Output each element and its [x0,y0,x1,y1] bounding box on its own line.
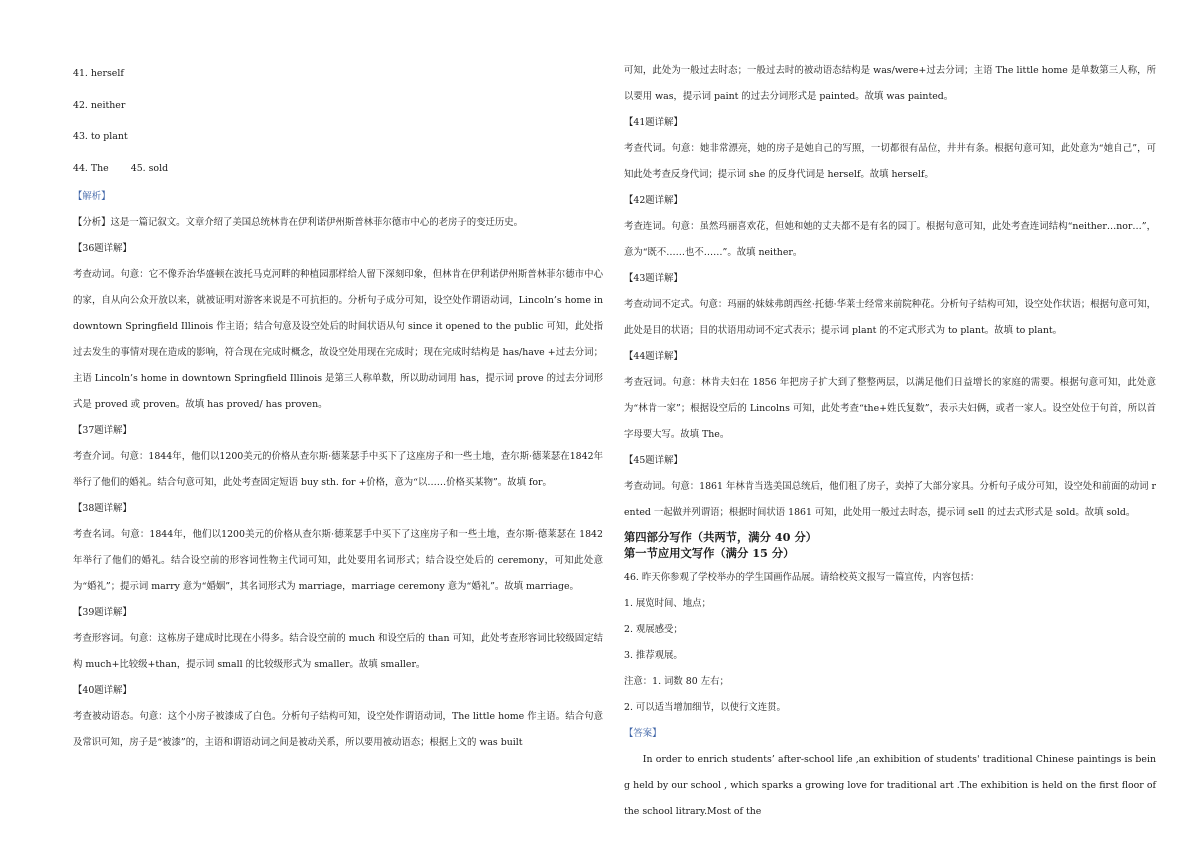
q45-heading: 【45题详解】 [624,455,683,466]
writing-section-header [624,526,1156,565]
requirement-1: 1. 展览时间、地点； [624,598,711,609]
q38-explanation: 考查名词。句意：1844年，他们以1200美元的价格从查尔斯·德莱瑟手中买下了这座房子和一些土地，查尔斯·德莱瑟在 1842 年举行了他们的婚礼。结合设空前的形容词性物主代词可知，此处要用名词形式；结合设空处后的 ceremony，可知此处意为“婚礼”；提示词 marry 意为“婚姻”，其名词形式为 marriage，marriage ceremony 意为“婚礼”。故填 marriage。 [73,529,603,592]
analysis-label: 【解析】 [73,191,111,202]
answer-44-45-row [73,153,603,185]
q44-heading: 【44题详解】 [624,351,683,362]
q38-heading: 【38题详解】 [73,503,132,514]
q42-heading: 【42题详解】 [624,195,683,206]
q44-explanation: 考查冠词。句意：林肯夫妇在 1856 年把房子扩大到了整整两层，以满足他们日益增长的家庭的需要。根据句意可知，此处意为“林肯一家”；根据设空后的 Lincolns 可知，此处考查“the+姓氏复数”，表示夫妇俩，或者一家人。设空处位于句首，所以首字母要大写。故填 The。 [624,377,1156,440]
q37-explanation: 考查介词。句意：1844年，他们以1200美元的价格从查尔斯·德莱瑟手中买下了这座房子和一些土地，查尔斯·德莱瑟在1842年举行了他们的婚礼。结合句意可知，此处考查固定短语 buy sth. for +价格，意为“以……价格买某物”。故填 for。 [73,451,603,488]
model-essay: In order to enrich students’ after-school life ,an exhibition of students' traditional Chinese paintings is being held by our school , which sparks a growing love for traditional art .The exhibition is held on the first floor of the school litrary.Most of the [624,754,1156,817]
q40-explanation: 考查被动语态。句意：这个小房子被漆成了白色。分析句子结构可知，设空处作谓语动词，The little home 作主语。结合句意及常识可知，房子是“被漆”的，主语和谓语动词之间是被动关系，所以要用被动语态；根据上文的 was built [73,711,603,748]
q39-explanation: 考查形容词。句意：这栋房子建成时比现在小得多。结合设空前的 much 和设空后的 than 可知，此处考查形容词比较级固定结构 much+比较级+than，提示词 small 的比较级形式为 smaller。故填 smaller。 [73,633,603,670]
requirement-3: 3. 推荐观展。 [624,650,683,661]
q40-explanation-continued: 可知，此处为一般过去时态；一般过去时的被动语态结构是 was/were+过去分词；主语 The little home 是单数第三人称，所以要用 was，提示词 paint 的过去分词形式是 painted。故填 was painted。 [624,65,1156,102]
q40-heading: 【40题详解】 [73,685,132,696]
answer-44: 44. The [73,162,109,174]
answer-43: 43. to plant [73,131,128,142]
q45-explanation: 考查动词。句意：1861 年林肯当选美国总统后，他们租了房子，卖掉了大部分家具。分析句子成分可知，设空处和前面的动词 rented 一起做并列谓语；根据时间状语 1861 可知，此处用一般过去时态，提示词 sell 的过去式形式是 sold。故填 sold。 [624,481,1156,518]
note-1: 注意：1. 词数 80 左右； [624,676,729,687]
section1-title: 第一节应用文写作（满分 15 分） [624,546,795,560]
answer-label: 【答案】 [624,728,662,739]
analysis-summary: 【分析】这是一篇记叙文。文章介绍了美国总统林肯在伊利诺伊州斯普林菲尔德市中心的老房子的变迁历史。 [73,217,524,228]
q36-heading: 【36题详解】 [73,243,132,254]
q36-explanation: 考查动词。句意：它不像乔治华盛顿在波托马克河畔的种植园那样给人留下深刻印象，但林肯在伊利诺伊州斯普林菲尔德市中心的家，自从向公众开放以来，就被证明对游客来说是不可抗拒的。分析句子成分可知，设空处作谓语动词，Lincoln’s home in downtown Springfield Illinois 作主语；结合句意及设空处后的时间状语从句 since it opened to the public 可知，此处指过去发生的事情对现在造成的影响，符合现在完成时概念，故设空处用现在完成时；现在完成时结构是 has/have +过去分词；主语 Lincoln’s home in downtown Springfield Illinois 是第三人称单数，所以助动词用 has，提示词 prove 的过去分词形式是 proved 或 proven。故填 has proved/ has proven。 [73,269,603,410]
requirement-2: 2. 观展感受； [624,624,683,635]
q41-heading: 【41题详解】 [624,117,683,128]
answer-45: 45. sold [130,162,169,174]
q43-heading: 【43题详解】 [624,273,683,284]
answer-41: 41. herself [73,68,124,79]
q42-explanation: 考查连词。句意：虽然玛丽喜欢花，但她和她的丈夫都不是有名的园丁。根据句意可知，此处考查连词结构“neither…nor…”，意为“既不……也不……”。故填 neither。 [624,221,1156,258]
q46-prompt: 46. 昨天你参观了学校举办的学生国画作品展。请给校英文报写一篇宣传，内容包括： [624,572,980,583]
q39-heading: 【39题详解】 [73,607,132,618]
answer-42: 42. neither [73,99,126,111]
part4-title: 第四部分写作（共两节，满分 40 分） [624,530,818,544]
q43-explanation: 考查动词不定式。句意：玛丽的妹妹弗朗西丝·托德·华莱士经常来前院种花。分析句子结构可知，设空处作状语；根据句意可知，此处是目的状语；目的状语用动词不定式表示；提示词 plant 的不定式形式为 to plant。故填 to plant。 [624,299,1156,336]
left-column [73,58,603,756]
q37-heading: 【37题详解】 [73,425,132,436]
right-column [624,58,1156,825]
q41-explanation: 考查代词。句意：她非常漂亮，她的房子是她自己的写照，一切都很有品位，井井有条。根据句意可知，此处意为“她自己”，可知此处考查反身代词；提示词 she 的反身代词是 herself。故填 herself。 [624,143,1156,180]
note-2: 2. 可以适当增加细节，以使行文连贯。 [624,702,786,713]
